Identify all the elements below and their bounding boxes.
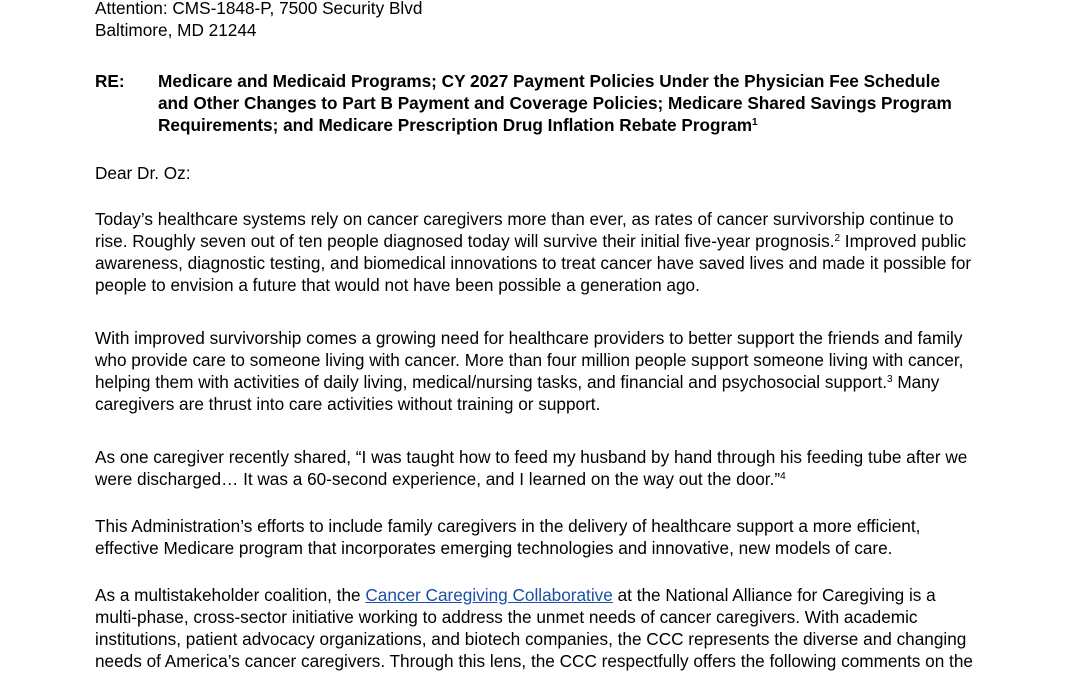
footnote-ref-4[interactable]: 4 — [780, 471, 786, 482]
subject-text — [158, 70, 1008, 136]
cancer-caregiving-collaborative-link[interactable]: Cancer Caregiving Collaborative — [365, 585, 613, 605]
paragraph-line: who provide care to someone living with cancer. More than four million people support someone living with cancer, — [95, 350, 964, 370]
paragraph-survivorship — [95, 208, 995, 296]
subject-line-2: and Other Changes to Part B Payment and Coverage Policies; Medicare Shared Savings Program — [158, 93, 952, 113]
line-text: Many — [892, 372, 940, 392]
line-text: As a multistakeholder coalition, the — [95, 585, 366, 605]
paragraph-line: people to envision a future that would not have been possible a generation ago. — [95, 275, 700, 295]
salutation: Dear Dr. Oz: — [95, 163, 191, 183]
paragraph-line — [95, 584, 995, 606]
paragraph-line: This Administration’s efforts to include family caregivers in the delivery of healthcare support a more efficient, — [95, 516, 921, 536]
line-text: helping them with activities of daily living, medical/nursing tasks, and financial and psychosocial support. — [95, 372, 887, 392]
subject-line-3 — [158, 114, 1008, 136]
paragraph-line: multi-phase, cross-sector initiative working to address the unmet needs of cancer caregivers. With academic — [95, 607, 918, 627]
subject-line-3-text: Requirements; and Medicare Prescription Drug Inflation Rebate Program — [158, 115, 753, 135]
line-text: Improved public — [840, 231, 967, 251]
paragraph-line: institutions, patient advocacy organizations, and biotech companies, the CCC represents the diverse and changing — [95, 629, 967, 649]
paragraph-coalition — [95, 584, 995, 672]
footnote-ref-1[interactable]: 1 — [752, 117, 758, 128]
line-text: rise. Roughly seven out of ten people diagnosed today will survive their initial five-year prognosis. — [95, 231, 835, 251]
recipient-address — [95, 0, 995, 41]
city-line: Baltimore, MD 21244 — [95, 20, 257, 40]
paragraph-line: needs of America’s cancer caregivers. Through this lens, the CCC respectfully offers the following comments on the — [95, 651, 973, 671]
paragraph-caregiver-need — [95, 327, 995, 415]
footnote-ref-3[interactable]: 3 — [887, 374, 893, 385]
paragraph-line: effective Medicare program that incorporates emerging technologies and innovative, new models of care. — [95, 538, 893, 558]
paragraph-line — [95, 371, 995, 393]
paragraph-line: caregivers are thrust into care activities without training or support. — [95, 394, 601, 414]
line-text: at the National Alliance for Caregiving is a — [612, 585, 936, 605]
subject-line-1: Medicare and Medicaid Programs; CY 2027 Payment Policies Under the Physician Fee Schedule — [158, 71, 941, 91]
attention-line: Attention: CMS-1848-P, 7500 Security Blvd — [95, 0, 423, 18]
paragraph-line: As one caregiver recently shared, “I was taught how to feed my husband by hand through his feeding tube after we — [95, 447, 968, 467]
paragraph-line: With improved survivorship comes a growing need for healthcare providers to better support the friends and family — [95, 328, 963, 348]
re-label: RE: — [95, 71, 125, 91]
line-text: were discharged… It was a 60-second experience, and I learned on the way out the door.” — [95, 469, 781, 489]
footnote-ref-2[interactable]: 2 — [834, 233, 841, 244]
paragraph-line: Today’s healthcare systems rely on cancer caregivers more than ever, as rates of cancer survivorship continue to — [95, 209, 954, 229]
paragraph-line — [95, 468, 995, 490]
paragraph-line: awareness, diagnostic testing, and biomedical innovations to treat cancer have saved lives and made it possible for — [95, 253, 972, 273]
paragraph-caregiver-quote — [95, 446, 995, 490]
paragraph-line — [95, 230, 995, 252]
paragraph-administration — [95, 515, 995, 559]
